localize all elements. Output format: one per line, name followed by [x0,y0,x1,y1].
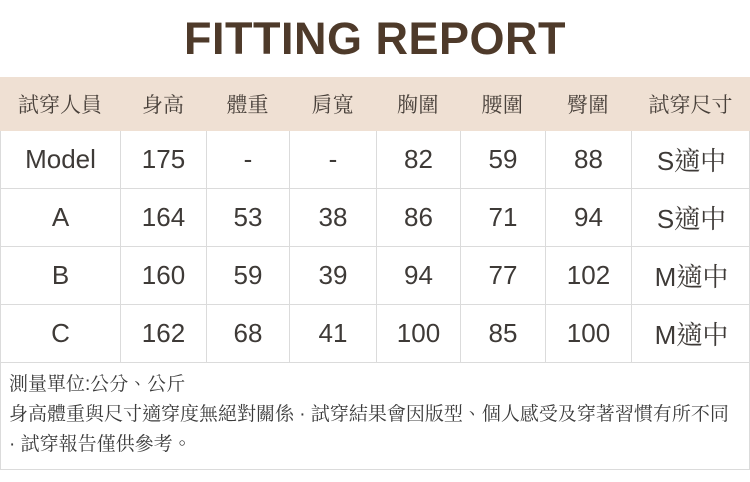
table-row-model [1,131,750,189]
header-cell-hip: 臀圍 [567,94,609,117]
table-cell: C [1,305,121,362]
table-cell: M適中 [654,320,729,350]
table-cell: 94 [546,189,632,246]
fitting-table [0,77,750,470]
table-cell: 175 [121,131,207,188]
table-cell: 160 [121,247,207,304]
table-cell: Model [1,131,121,188]
table-cell: 53 [207,189,290,246]
header-cell-fitter: 試穿人員 [18,94,102,117]
table-cell: 59 [207,247,290,304]
header-cell-weight: 體重 [226,94,269,117]
table-cell: 100 [546,305,632,362]
table-cell: 100 [377,305,461,362]
table-cell: 77 [461,247,546,304]
table-cell: - [290,131,377,188]
table-cell: 71 [461,189,546,246]
page-title: FITTING REPORT [184,13,566,64]
header-cell-size: 試穿尺寸 [648,94,733,117]
table-cell: 68 [207,305,290,362]
header-cell-chest: 胸圍 [397,94,439,117]
table-cell: 102 [546,247,632,304]
table-cell: S適中 [656,146,727,176]
table-cell: 94 [377,247,461,304]
table-cell: M適中 [654,262,729,292]
table-cell: 162 [121,305,207,362]
note-disclaimer: 身高體重與尺寸適穿度無絕對關係 · 試穿結果會因版型、個人感受及穿著習慣有所不同 · 試穿報告僅供參考。 [9,404,729,455]
table-cell: 164 [121,189,207,246]
table-cell: 59 [461,131,546,188]
table-cell: A [1,189,121,246]
table-row-a [1,189,750,247]
table-row-c [1,305,750,363]
header-cell-shoulder: 肩寬 [311,94,354,117]
header-cell-waist: 腰圍 [481,94,524,117]
table-cell: 39 [290,247,377,304]
table-cell: 86 [377,189,461,246]
table-cell: 85 [461,305,546,362]
table-cell: 41 [290,305,377,362]
notes-section [0,363,750,470]
table-cell: S適中 [656,204,727,234]
table-row-b [1,247,750,305]
table-cell: B [1,247,121,304]
table-cell: 82 [377,131,461,188]
note-measurement-units: 測量單位:公分、公斤 [9,374,186,395]
table-header-row [0,77,750,131]
header-cell-height: 身高 [142,94,184,117]
table-cell: 88 [546,131,632,188]
table-cell: - [207,131,290,188]
table-body [0,131,750,363]
table-cell: 38 [290,189,377,246]
